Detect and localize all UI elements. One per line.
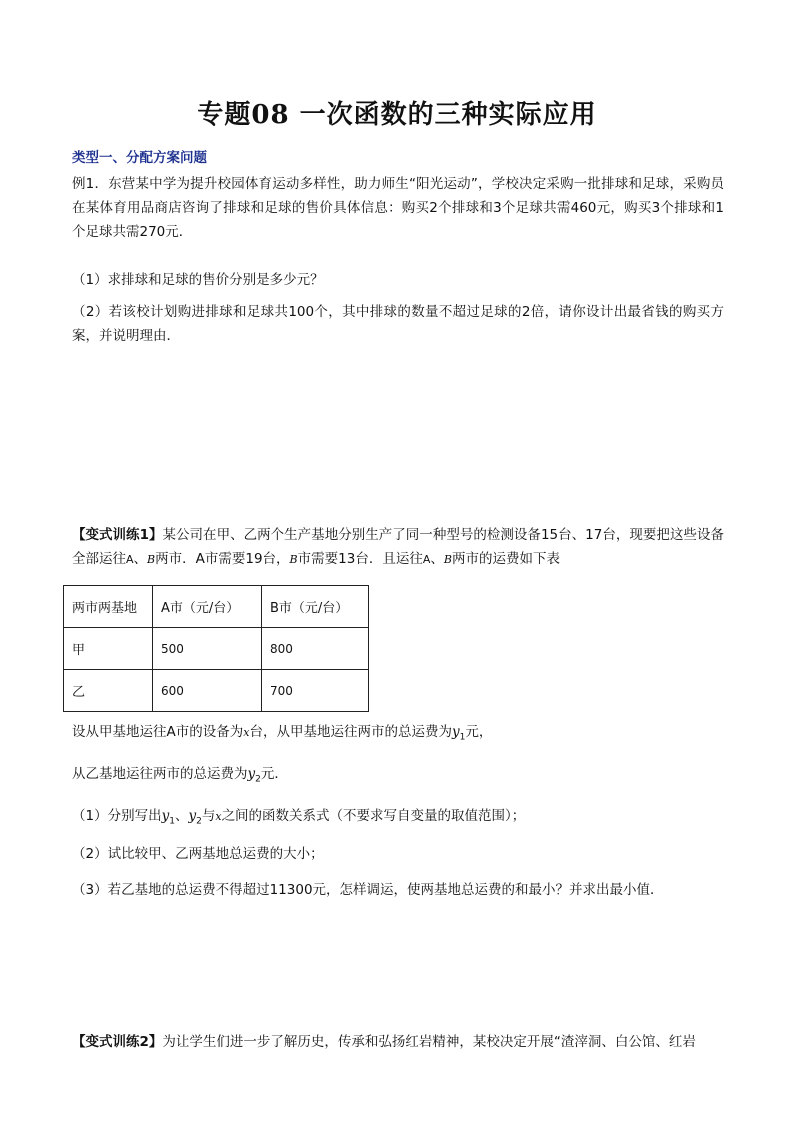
question-1-text-b: 、 [174,808,189,824]
setup-2-text-b: 元． [260,766,288,782]
separator: 、 [133,551,148,567]
training-1-intro [72,523,724,572]
variable-y: y [247,766,256,782]
table-cell-b-cost: 700 [262,670,369,712]
training-1-question-3: （3）若乙基地的总运费不得超过11300元，怎样调运，使两基地总运费的和最小？并求出最小值． [72,882,664,898]
training-1-setup-2 [72,764,288,790]
training-2-intro [72,1032,696,1052]
variable-y: y [188,808,197,824]
example-1-question-1: （1）求排球和足球的售价分别是多少元？ [72,272,324,288]
training-1-intro-part-b: 两市．A市需要19台， [155,551,290,567]
variable-y: y [451,724,460,740]
training-2-text: 为让学生们进一步了解历史，传承和弘扬红岩精神，某校决定开展“渣滓洞、白公馆、红岩 [162,1034,696,1050]
training-1-intro-part-a: 某公司在甲、乙两个生产基地分别生产了同一种型号的检测设备15台、17台，现要把这些设备全部运往 [72,527,724,567]
question-1-text-a: （1）分别写出 [72,808,162,824]
training-1-intro-part-c: 市需要13台．且运往 [297,551,423,567]
table-row [64,628,369,670]
question-1-text-c: 与 [201,808,216,824]
example-1-text: 例1．东营某中学为提升校园体育运动多样性，助力师生“阳光运动”，学校决定采购一批排球和足球，采购员在某体育用品商店咨询了排球和足球的售价具体信息：购买2个排球和3个足球共需460元，购买3个排球和1个足球共需270元． [72,176,724,240]
table-header-cell: A市（元/台） [153,586,262,628]
city-a-label: A [422,553,431,566]
city-a-label: A [126,553,134,566]
table-cell-b-cost: 800 [262,628,369,670]
page-title: 专题08 一次函数的三种实际应用 [197,100,597,130]
training-1-question-2: （2）试比较甲、乙两基地总运费的大小； [72,846,324,862]
table-header-cell: B市（元/台） [262,586,369,628]
training-1-question-1 [72,806,525,832]
table-cell-a-cost: 500 [153,628,262,670]
training-2-tag: 【变式训练2】 [72,1034,163,1050]
table-cell-base: 甲 [64,628,153,670]
subscript-2: 2 [196,816,202,827]
training-1-setup-1 [72,722,492,748]
table-cell-a-cost: 600 [153,670,262,712]
variable-x: x [215,810,222,823]
setup-2-text-a: 从乙基地运往两市的总运费为 [72,766,248,782]
setup-1-text-b: 台，从甲基地运往两市的总运费为 [249,724,452,740]
subscript-1: 1 [169,816,175,827]
table-header-row [64,586,369,628]
freight-cost-table [63,585,369,712]
table-header-cell: 两市两基地 [64,586,153,628]
variable-y: y [161,808,170,824]
section-heading-type-1: 类型一、分配方案问题 [72,150,207,166]
subscript-2: 2 [255,774,261,785]
subscript-1: 1 [459,732,466,743]
city-b-label: B [289,553,298,566]
table-cell-base: 乙 [64,670,153,712]
variable-x: x [243,726,250,739]
training-1-tag: 【变式训练1】 [72,527,163,543]
setup-1-text-a: 设从甲基地运往A市的设备为 [72,724,244,740]
question-1-text-d: 之间的函数关系式（不要求写自变量的取值范围）； [221,808,526,824]
city-b-label: B [147,553,156,566]
city-b-label: B [443,553,452,566]
setup-1-text-c: 元， [465,724,493,740]
example-1-question-2: （2）若该校计划购进排球和足球共100个，其中排球的数量不超过足球的2倍，请你设计出最省钱的购买方案，并说明理由． [72,304,724,344]
training-1-intro-part-d: 两市的运费如下表 [451,551,560,567]
table-row [64,670,369,712]
separator: 、 [430,551,444,567]
